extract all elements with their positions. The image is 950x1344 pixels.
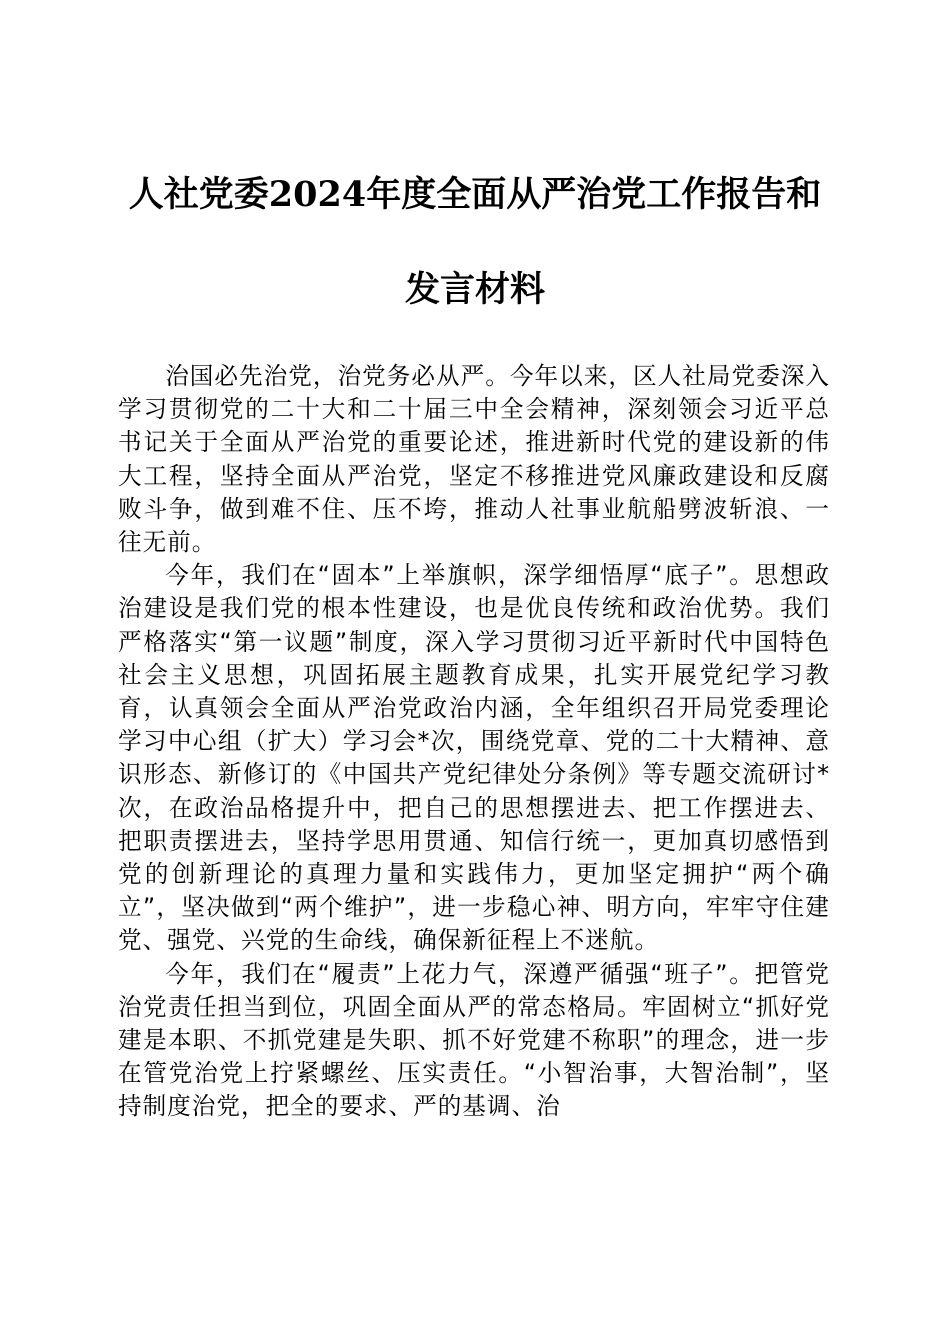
title-line-2: 发言材料: [404, 269, 545, 310]
paragraph-2: 今年，我们在“固本”上举旗帜，深学细悟厚“底子”。思想政治建设是我们党的根本性建设，也是优良传统和政治优势。我们严格落实“第一议题”制度，深入学习贯彻习近平新时代中国特色社会主义思想，巩固拓展主题教育成果，扎实开展党纪学习教育，认真领会全面从严治党政治内涵，全年组织召开局党委理论学习中心组（扩大）学习会*次，围绕党章、党的二十大精神、意识形态、新修订的《中国共产党纪律处分条例》等专题交流研讨*次，在政治品格提升中，把自己的思想摆进去、把工作摆进去、把职责摆进去，坚持学思用贯通、知信行统一，更加真切感悟到党的创新理论的真理力量和实践伟力，更加坚定拥护“两个确立”，坚决做到“两个维护”，进一步稳心神、明方向，牢牢守住建党、强党、兴党的生命线，确保新征程上不迷航。: [118, 561, 830, 955]
paragraph-3: 今年，我们在“履责”上花力气，深遵严循强“班子”。把管党治党责任担当到位，巩固全面从严的常态格局。牢固树立“抓好党建是本职、不抓党建是失职、抓不好党建不称职”的理念，进一步在管党治党上拧紧螺丝、压实责任。“小智治事，大智治制”，坚持制度治党，把全的要求、严的基调、治: [118, 959, 830, 1121]
document-body: [118, 360, 830, 1124]
title-line-1: 人社党委2024年度全面从严治党工作报告和: [128, 174, 822, 215]
document-title: [110, 170, 840, 315]
paragraph-1: 治国必先治党，治党务必从严。今年以来，区人社局党委深入学习贯彻党的二十大和二十届三中全会精神，深刻领会习近平总书记关于全面从严治党的重要论述，推进新时代党的建设新的伟大工程，坚持全面从严治党，坚定不移推进党风廉政建设和反腐败斗争，做到难不住、压不垮，推动人社事业航船劈波斩浪、一往无前。: [118, 362, 830, 557]
